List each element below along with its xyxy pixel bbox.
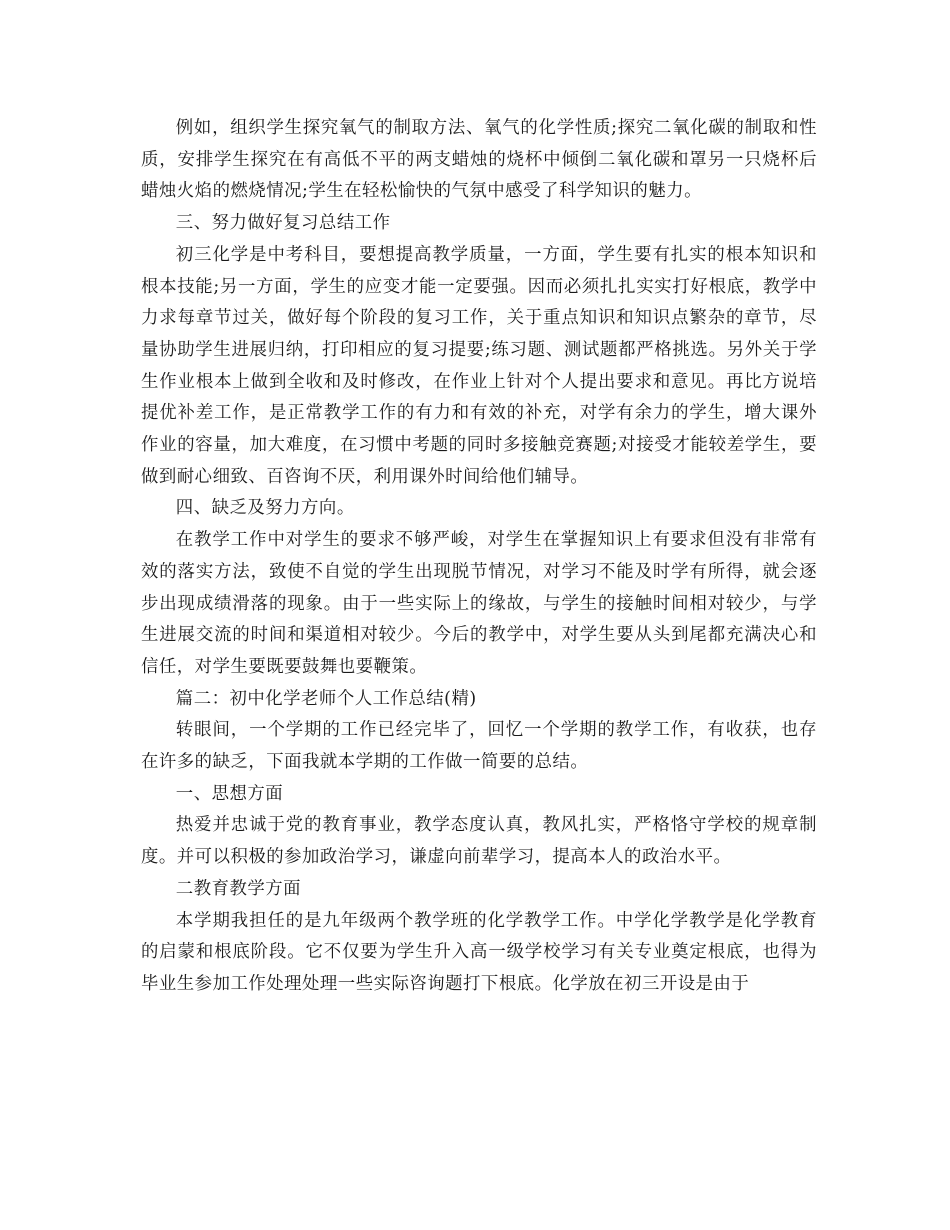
section-heading-review-summary: 三、努力做好复习总结工作: [175, 213, 391, 234]
paragraph-semester-intro: 转眼间，一个学期的工作已经完毕了，回忆一个学期的教学工作，有收获，也存在许多的缺乏，下面我就本学期的工作做一简要的总结。: [141, 720, 817, 773]
paragraph-review-work: 初三化学是中考科目，要想提高教学质量，一方面，学生要有扎实的根本知识和根本技能;另一方面，学生的应变才能一定要强。因而必须扎扎实实打好根底，教学中力求每章节过关，做好每个阶段的复习工作，关于重点知识和知识点繁杂的章节，尽量协助学生进展归纳，打印相应的复习提要;练习题、测试题都严格挑选。另外关于学生作业根本上做到全收和及时修改，在作业上针对个人提出要求和意见。再比方说培提优补差工作，是正常教学工作的有力和有效的补充，对学有余力的学生，增大课外作业的容量，加大难度，在习惯中考题的同时多接触竞赛题;对接受才能较差学生，要做到耐心细致、百咨询不厌，利用课外时间给他们辅导。: [141, 244, 817, 487]
article-title-part-two: 篇二：初中化学老师个人工作总结(精): [175, 688, 477, 709]
paragraph-example-inquiry: 例如，组织学生探究氧气的制取方法、氧气的化学性质;探究二氧化碳的制取和性质，安排学生探究在有高低不平的两支蜡烛的烧杯中倾倒二氧化碳和罩另一只烧杯后蜡烛火焰的燃烧情况;学生在轻松愉快的气氛中感受了科学知识的魅力。: [141, 118, 817, 202]
section-heading-ideology: 一、思想方面: [175, 783, 284, 804]
paragraph-shortcomings: 在教学工作中对学生的要求不够严峻，对学生在掌握知识上有要求但没有非常有效的落实方法，致使不自觉的学生出现脱节情况，对学习不能及时学有所得，就会逐步出现成绩滑落的现象。由于一些实际上的缘故，与学生的接触时间相对较少，与学生进展交流的时间和渠道相对较少。今后的教学中，对学生要从头到尾都充满决心和信任，对学生要既要鼓舞也要鞭策。: [141, 530, 817, 677]
section-heading-teaching: 二教育教学方面: [175, 878, 302, 899]
document-body: [141, 113, 817, 1001]
paragraph-ideology: 热爱并忠诚于党的教育事业，教学态度认真，教风扎实，严格恪守学校的规章制度。并可以积极的参加政治学习，谦虚向前辈学习，提高本人的政治水平。: [141, 815, 817, 868]
paragraph-teaching: 本学期我担任的是九年级两个教学班的化学教学工作。中学化学教学是化学教育的启蒙和根底阶段。它不仅要为学生升入高一级学校学习有关专业奠定根底，也得为毕业生参加工作处理处理一些实际咨询题打下根底。化学放在初三开设是由于: [141, 910, 817, 994]
section-heading-shortcomings: 四、缺乏及努力方向。: [175, 498, 355, 519]
